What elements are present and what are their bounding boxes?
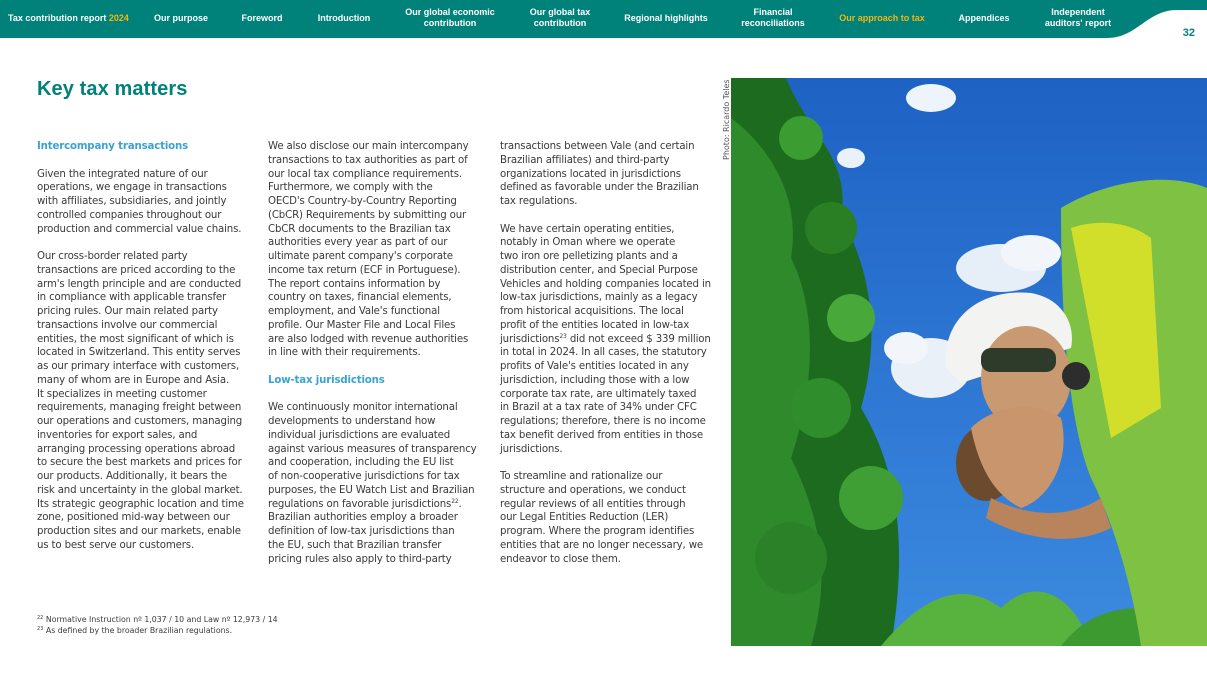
footnote-ref[interactable]: 23 [559,332,567,340]
nav-appendices[interactable]: Appendices [958,12,1010,23]
nav-regional-highlights[interactable]: Regional highlights [624,12,708,23]
footnote-text: Normative Instruction nº 1,037 / 10 and Law nº 12,973 / 14 [45,615,278,624]
nav-global-tax-contribution[interactable]: Our global tax contribution [529,7,591,28]
paragraph: Given the integrated nature of our operations, we engage in transactions with affiliates, subsidiaries, and jointly controlled companies throughout our production and commercial value chains. [37,168,242,235]
footnotes [37,614,278,636]
paragraph-text: did not exceed $ 339 million in total in 2024. In all cases, the statutory profits of Vale's entities located in any jurisdiction, including those with a low corporate tax rate, are ultimately taxed in Brazil at a tax rate of 34% under CFC regulations; therefore, there is no income tax benefit derived from entities in those jurisdictions. [500,333,711,455]
paragraph-text: We continuously monitor international developments to understand how individual jurisdictions are evaluated against various measures of transparency and cooperation, including the EU list of non-cooperative jurisdictions for tax purposes, the EU Watch List and Brazilian regulations on favorable jurisdictions [268,402,477,510]
nav-report-year: 2024 [108,12,129,23]
nav-our-approach-to-tax[interactable]: Our approach to tax [839,12,925,23]
paragraph: transactions between Vale (and certain Brazilian affiliates) and third-party organizations located in jurisdictions defined as favorable under the Brazilian tax regulations. [500,141,699,207]
nav-independent-auditors-report[interactable]: Independent auditors' report [1044,7,1112,28]
worker-in-forest-image [731,78,1207,646]
nav-introduction[interactable]: Introduction [317,12,371,23]
subhead-intercompany-transactions: Intercompany transactions [37,141,189,152]
footnote-text: As defined by the broader Brazilian regulations. [45,626,233,635]
text-column-3 [500,140,714,580]
paragraph: We also disclose our main intercompany transactions to tax authorities as part of our local tax compliance requirements. Furthermore, we comply with the OECD's Country-by-Country Reporting (CbCR) Requirements by submitting our CbCR documents to the Brazilian tax authorities every year as part of our ultimate parent company's corporate income tax return (ECF in Portuguese). The report contains information by country on taxes, financial elements, employment, and Vale's functional profile. Our Master File and Local Files are also lodged with revenue authorities in line with their requirements. [268,141,469,359]
nav-report-title[interactable] [8,0,128,36]
nav-foreword[interactable]: Foreword [241,12,283,23]
photo-credit: Photo: Ricardo Teles [722,79,731,160]
paragraph [500,223,714,457]
paragraph-text: . Brazilian authorities employ a broader definition of low-tax jurisdictions than the EU, such that Brazilian transfer pricing rules also apply to third-party [268,498,462,565]
footnote-number: 22 [37,615,44,621]
paragraph: To streamline and rationalize our structure and operations, we conduct regular reviews of all entities through our Legal Entities Reduction (LER) program. Where the program identifies entities that are no longer necessary, we endeavor to close them. [500,471,704,565]
paragraph-text: We have certain operating entities, notably in Oman where we operate two iron ore pelletizing plants and a distribution center, and Special Purpose Vehicles and holding companies located in low-tax jurisdictions, mainly as a legacy from historical acquisitions. The local profit of the entities located in low-tax jurisdictions [500,223,711,345]
page-title: Key tax matters [37,78,188,100]
subhead-low-tax-jurisdictions: Low-tax jurisdictions [268,374,385,386]
text-column-2 [268,140,482,580]
footnote [37,614,278,625]
nav-our-purpose[interactable]: Our purpose [153,12,208,23]
nav-report-title-label: Tax contribution report [8,12,107,23]
page-number: 32 [1182,27,1195,39]
hero-photo [731,78,1207,646]
top-navigation [0,0,1207,38]
nav-financial-reconciliations[interactable]: Financial reconciliations [741,7,805,28]
text-column-1 [37,140,251,566]
footnote-number: 23 [37,626,44,632]
footnote-ref[interactable]: 22 [451,497,459,505]
footnote [37,625,278,636]
nav-global-economic-contribution[interactable]: Our global economic contribution [405,7,495,28]
paragraph [268,401,482,566]
paragraph: Our cross-border related party transactions are priced according to the arm's length principle and are conducted in compliance with applicable transfer pricing rules. Our main related party transactions involve our commercial entities, the most significant of which is located in Switzerland. This entity serves as our primary interface with customers, many of whom are in Europe and Asia. It specializes in meeting customer requirements, managing freight between our operations and customers, managing inventories for export sales, and arranging processing operations abroad to secure the best markets and prices for our products. Additionally, it bears the risk and uncertainty in the global market. Its strategic geographic location and time zone, positioned mid-way between our production sites and our markets, enable us to best serve our customers. [37,251,244,551]
